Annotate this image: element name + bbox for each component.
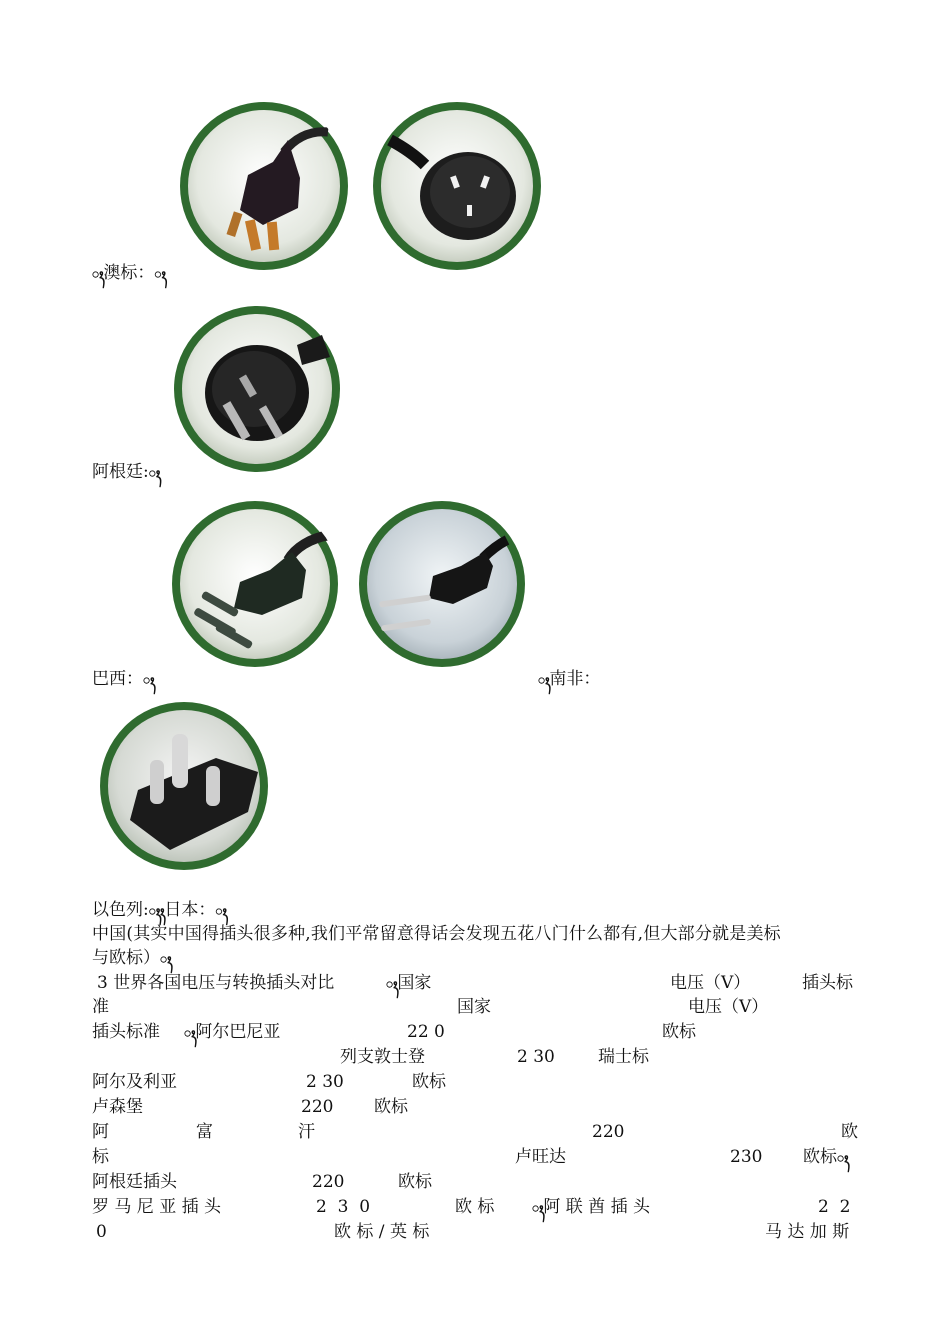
row-luxembourg-voltage: 220 (301, 1097, 334, 1117)
header-country-2: 国家 (457, 997, 491, 1017)
br-plug-photo (170, 500, 340, 668)
caption-israel-japan (92, 899, 227, 922)
paragraph-mark: ꦃ (837, 1151, 849, 1165)
paragraph-mark: ꦃ (154, 267, 166, 281)
caption-australia-text: 澳标： (103, 263, 155, 283)
caption-south-africa-text: 南非： (549, 669, 601, 689)
china-paragraph-line-1: 中国(其实中国得插头很多种,我们平常留意得话会发现五花八门什么都有,但大部分就是美标 (92, 924, 781, 944)
header-standard-2: 插头标准 (92, 1022, 160, 1042)
row-argentina-voltage: 220 (312, 1172, 345, 1192)
row-afghanistan-c3: 汗 (298, 1122, 315, 1142)
row-algeria-standard: 欧标 (412, 1072, 446, 1092)
paragraph-mark: ꦃ (160, 952, 172, 966)
paragraph-mark: ꦃ (184, 1026, 196, 1040)
caption-argentina (92, 461, 160, 484)
row-liechtenstein-country: 列支敦士登 (340, 1047, 425, 1067)
row-algeria-voltage: 2 30 (306, 1072, 344, 1092)
row-liechtenstein-standard: 瑞士标 (598, 1047, 649, 1067)
row-afghanistan-standard-a: 欧 (841, 1122, 858, 1142)
paragraph-mark: ꦃ (148, 466, 161, 480)
row-liechtenstein-voltage: 2 30 (517, 1047, 555, 1067)
row-albania-voltage: 22 0 (407, 1022, 445, 1042)
ar-plug-photo (172, 305, 342, 473)
caption-brazil (92, 668, 154, 691)
section-heading: 3 世界各国电压与转换插头对比 (97, 973, 335, 993)
row-rwanda-country: 卢旺达 (515, 1147, 566, 1167)
row-afghanistan-standard-b: 标 (92, 1147, 109, 1167)
paragraph-mark: ꦃ (538, 673, 550, 687)
china-paragraph-line-2: 与欧标）ꦃ (92, 948, 172, 968)
paragraph-mark: ꦃ (215, 904, 227, 918)
caption-south-africa (538, 668, 600, 691)
row-afghanistan-c2: 富 (196, 1122, 213, 1142)
row-albania-country: ꦃ阿尔巴尼亚 (184, 1022, 281, 1042)
row-algeria-country: 阿尔及利亚 (92, 1072, 177, 1092)
row-rwanda-voltage: 230 (730, 1147, 763, 1167)
row-uae-standard: 欧 标 / 英 标 (334, 1222, 430, 1242)
paragraph-mark: ꦃ (92, 267, 104, 281)
paragraph-mark: ꦃ (148, 904, 165, 918)
paragraph-mark: ꦃ (532, 1201, 544, 1215)
row-uae-voltage-a: 2 2 (818, 1197, 851, 1217)
caption-israel-text: 以色列: (92, 900, 149, 920)
row-afghanistan-voltage: 220 (592, 1122, 625, 1142)
caption-australia (92, 262, 166, 285)
paragraph-mark: ꦃ (386, 977, 398, 991)
row-uae-country: ꦃ阿 联 酋 插 头 (532, 1197, 650, 1217)
row-romania-country: 罗 马 尼 亚 插 头 (92, 1197, 222, 1217)
au-plug-face-photo (370, 100, 544, 272)
paragraph-mark: ꦃ (143, 673, 155, 687)
row-luxembourg-country: 卢森堡 (92, 1097, 143, 1117)
caption-argentina-text: 阿根廷: (92, 462, 149, 482)
row-rwanda-standard: 欧标ꦃ (803, 1147, 849, 1167)
header-standard-a: 插头标 (802, 973, 853, 993)
row-romania-standard: 欧 标 (455, 1197, 495, 1217)
eu-plug-photo (357, 500, 527, 668)
row-argentina-country: 阿根廷插头 (92, 1172, 177, 1192)
row-argentina-standard: 欧标 (398, 1172, 432, 1192)
header-country: ꦃ国家 (386, 973, 432, 993)
za-plug-photo (98, 700, 270, 872)
caption-brazil-text: 巴西： (92, 669, 143, 689)
row-luxembourg-standard: 欧标 (374, 1097, 408, 1117)
row-madagascar-country: 马 达 加 斯 (765, 1222, 850, 1242)
row-afghanistan-c1: 阿 (92, 1122, 109, 1142)
caption-japan-text: 日本： (164, 900, 216, 920)
au-plug-side-photo (178, 100, 350, 272)
row-uae-voltage-b: 0 (96, 1222, 107, 1242)
header-voltage: 电压（V） (670, 973, 751, 993)
row-albania-standard: 欧标 (662, 1022, 696, 1042)
header-voltage-2: 电压（V） (688, 997, 769, 1017)
row-romania-voltage: 2 3 0 (316, 1197, 371, 1217)
header-standard-b: 准 (92, 997, 109, 1017)
